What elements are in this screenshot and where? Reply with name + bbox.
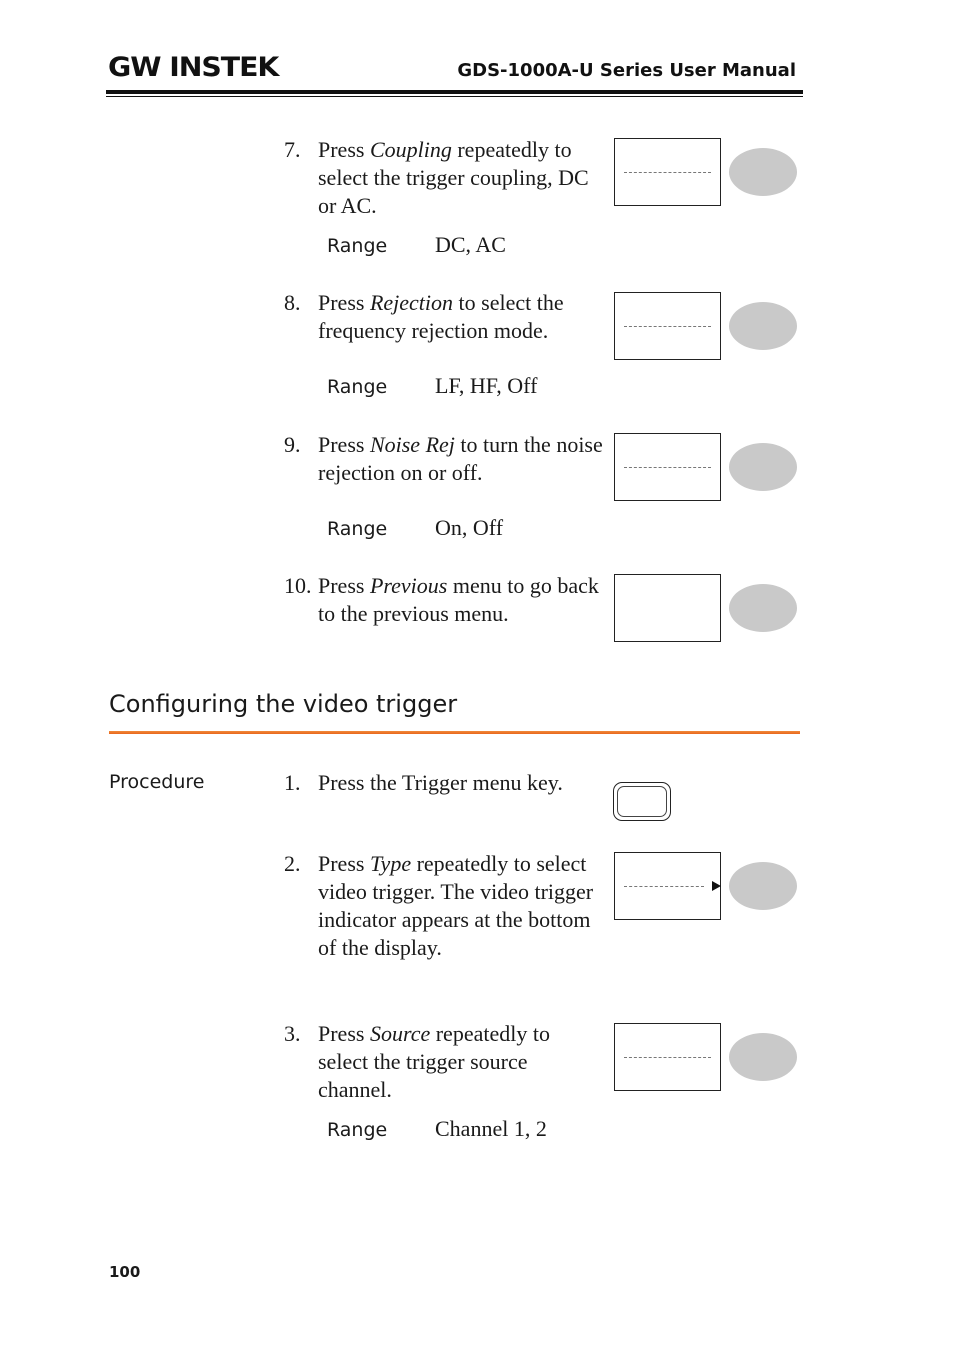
- step-9: [284, 431, 604, 487]
- video-step-3: [284, 1020, 604, 1104]
- range-value: Channel 1, 2: [435, 1116, 547, 1141]
- step-text: Press Source repeatedly to select the trigger source channel.: [318, 1021, 550, 1102]
- video-step-2: [284, 850, 604, 962]
- step-number: 9.: [284, 432, 301, 457]
- step-text: Press Previous menu to go back to the previous menu.: [318, 573, 599, 626]
- previous-softkey-box: [614, 574, 721, 642]
- step-text: Press Noise Rej to turn the noise rejection on or off.: [318, 432, 603, 485]
- noise-rej-softkey-box: [614, 433, 721, 501]
- type-softkey-button[interactable]: [729, 862, 797, 910]
- gw-instek-logo: GW INSTEK: [108, 52, 279, 83]
- range-value: DC, AC: [435, 232, 506, 257]
- range-value: LF, HF, Off: [435, 373, 538, 398]
- range-label: Range: [327, 235, 388, 257]
- source-softkey-box: [614, 1023, 721, 1091]
- step-7: [284, 136, 604, 220]
- step-text: Press Rejection to select the frequency rejection mode.: [318, 290, 564, 343]
- section-title: Configuring the video trigger: [109, 690, 458, 718]
- trigger-menu-key[interactable]: [613, 782, 671, 821]
- step-number: 8.: [284, 290, 301, 315]
- type-softkey-box: [614, 852, 721, 920]
- page-number: 100: [109, 1263, 141, 1281]
- range-value: On, Off: [435, 515, 504, 540]
- section-rule: [109, 731, 800, 734]
- range-label: Range: [327, 1119, 388, 1141]
- step-number: 1.: [284, 770, 301, 795]
- rejection-softkey-box: [614, 292, 721, 360]
- coupling-softkey-button[interactable]: [729, 148, 797, 196]
- rejection-softkey-button[interactable]: [729, 302, 797, 350]
- noise-rej-softkey-button[interactable]: [729, 443, 797, 491]
- step-text: Press Coupling repeatedly to select the trigger coupling, DC or AC.: [318, 137, 589, 218]
- step-number: 7.: [284, 137, 301, 162]
- range-label: Range: [327, 518, 388, 540]
- manual-title: GDS-1000A-U Series User Manual: [457, 60, 796, 81]
- step-number: 2.: [284, 851, 301, 876]
- step-10: [284, 572, 604, 628]
- step-text: Press the Trigger menu key.: [318, 770, 563, 795]
- coupling-softkey-box: [614, 138, 721, 206]
- procedure-label: Procedure: [109, 771, 205, 793]
- header-rule-thin: [106, 96, 803, 97]
- step-8: [284, 289, 604, 345]
- header-rule: [106, 90, 803, 94]
- previous-softkey-button[interactable]: [729, 584, 797, 632]
- step-number: 3.: [284, 1021, 301, 1046]
- arrow-right-icon: [712, 881, 721, 891]
- step-text: Press Type repeatedly to select video trigger. The video trigger indicator appears at the bottom of the display.: [318, 851, 594, 960]
- source-softkey-button[interactable]: [729, 1033, 797, 1081]
- video-step-1: [284, 769, 604, 797]
- range-label: Range: [327, 376, 388, 398]
- step-number: 10.: [284, 573, 312, 598]
